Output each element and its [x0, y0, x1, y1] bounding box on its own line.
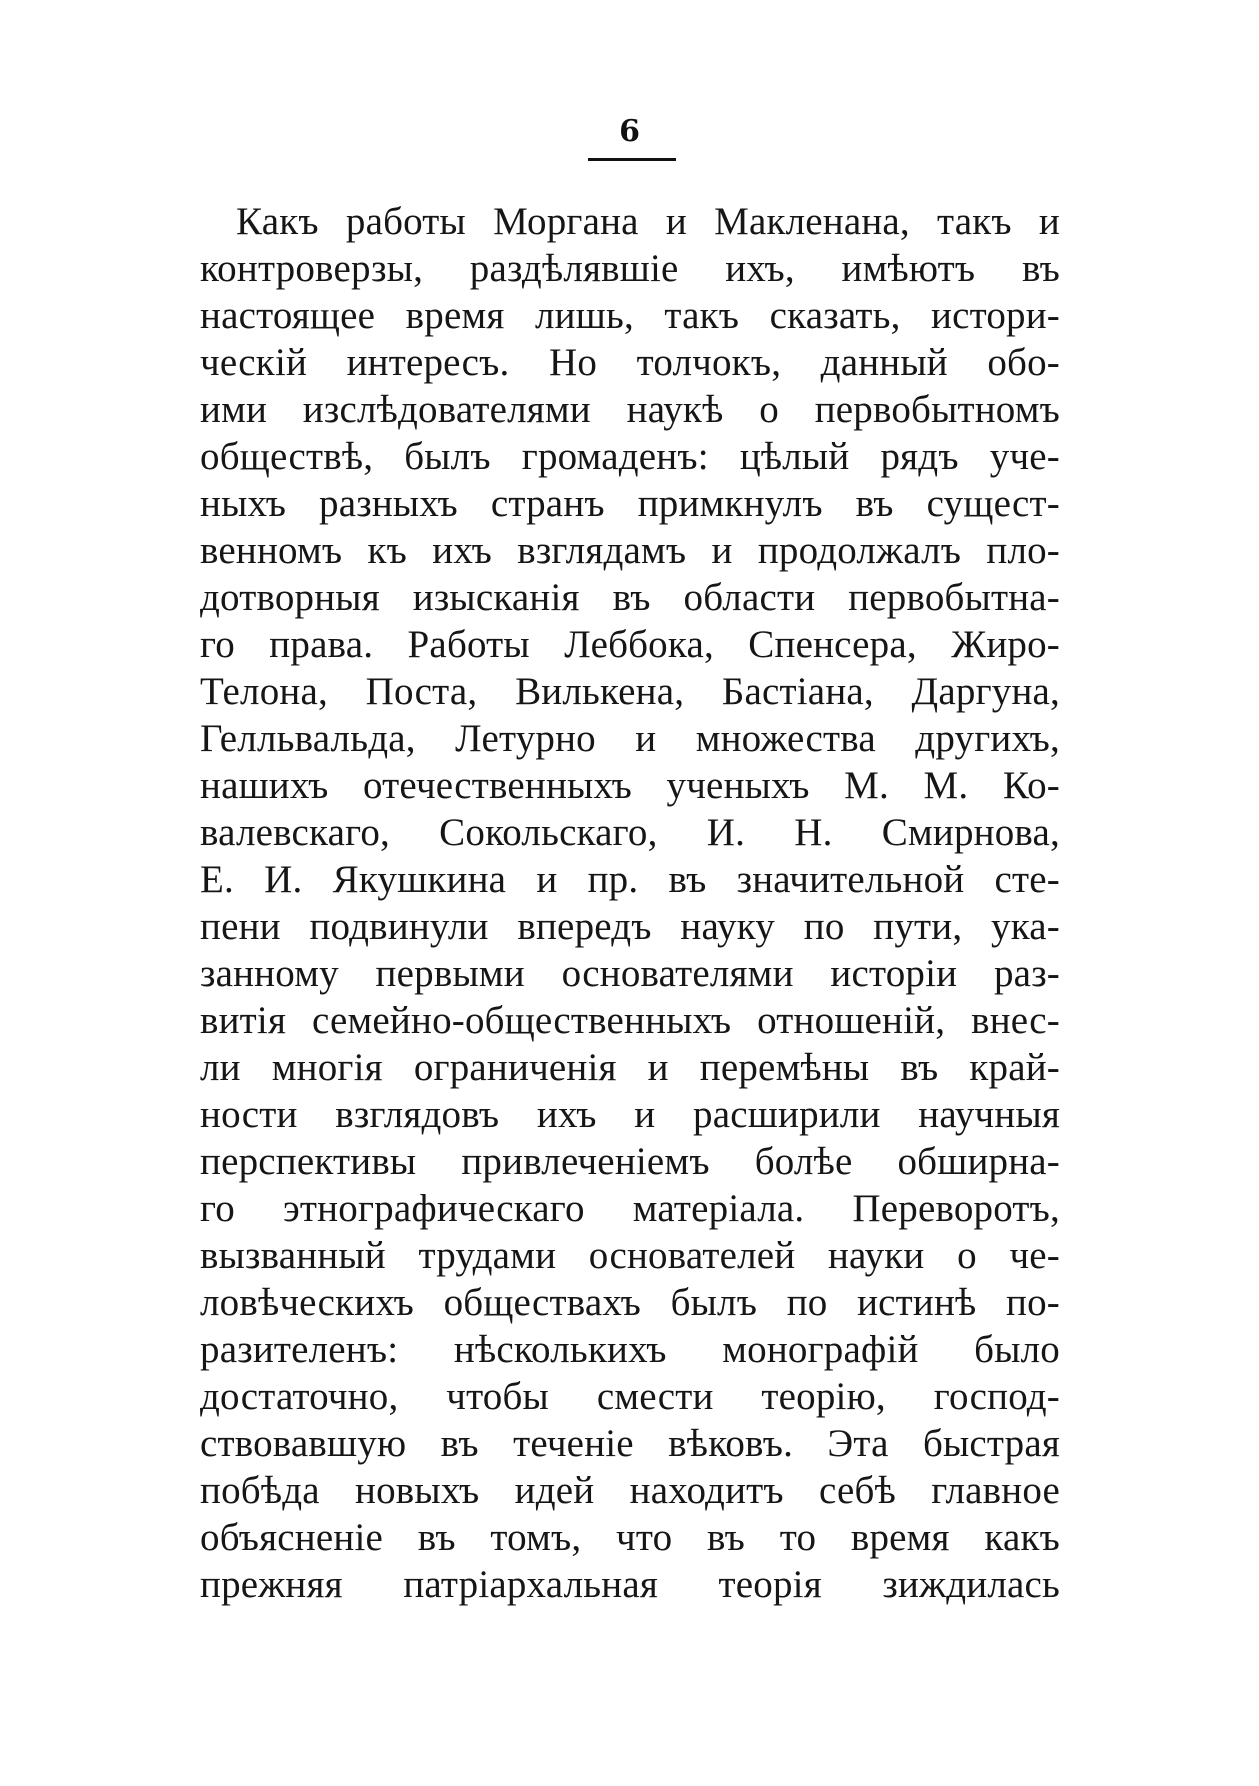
text-line: витія семейно-общественныхъ отношеній, внес- [200, 999, 1060, 1042]
text-line: ими изслѣдователями наукѣ о первобытномъ [200, 388, 1060, 431]
text-line: настоящее время лишь, такъ сказать, истори- [200, 294, 1060, 337]
text-line: ли многія ограниченія и перемѣны въ край- [200, 1046, 1060, 1089]
text-line: занному первыми основателями исторіи раз- [200, 952, 1060, 995]
text-line: контроверзы, раздѣлявшіе ихъ, имѣютъ въ [200, 247, 1060, 290]
text-line: ныхъ разныхъ странъ примкнулъ въ сущест- [200, 482, 1060, 525]
text-line: пени подвинули впередъ науку по пути, ука- [200, 905, 1060, 948]
text-line: Е. И. Якушкина и пр. въ значительной сте- [200, 858, 1060, 901]
text-line: ности взглядовъ ихъ и расширили научныя [200, 1093, 1060, 1136]
text-line: венномъ къ ихъ взглядамъ и продолжалъ пло- [200, 529, 1060, 572]
text-line: дотворныя изысканія въ области первобытна- [200, 576, 1060, 619]
text-line: ловѣческихъ обществахъ былъ по истинѣ по- [200, 1281, 1060, 1324]
text-line: Телона, Поста, Вилькена, Бастіана, Даргуна, [200, 670, 1060, 713]
text-line: го права. Работы Леббока, Спенсера, Жиро- [200, 623, 1060, 666]
body-text [200, 198, 1060, 1608]
page-number-rule [588, 158, 676, 161]
text-line: Какъ работы Моргана и Макленана, такъ и [236, 200, 1060, 243]
text-line: ствовавшую въ теченіе вѣковъ. Эта быстрая [200, 1422, 1060, 1465]
text-line: объясненіе въ томъ, что въ то время какъ [200, 1516, 1060, 1559]
text-line: разителенъ: нѣсколькихъ монографій было [200, 1328, 1060, 1371]
text-line: нашихъ отечественныхъ ученыхъ М. М. Ко- [200, 764, 1060, 807]
text-line: достаточно, чтобы смести теорію, господ- [200, 1375, 1060, 1418]
page-number: 6 [619, 114, 640, 149]
text-line: ческій интересъ. Но толчокъ, данный обо- [200, 341, 1060, 384]
text-line: перспективы привлеченіемъ болѣе обширна- [200, 1140, 1060, 1183]
text-line: побѣда новыхъ идей находитъ себѣ главное [200, 1469, 1060, 1512]
text-line: го этнографическаго матеріала. Переворотъ, [200, 1187, 1060, 1230]
text-line: валевскаго, Сокольскаго, И. Н. Смирнова, [200, 811, 1060, 854]
text-line: вызванный трудами основателей науки о че- [200, 1234, 1060, 1277]
text-line: обществѣ, былъ громаденъ: цѣлый рядъ уче- [200, 435, 1060, 478]
text-line: Гелльвальда, Летурно и множества другихъ, [200, 717, 1060, 760]
text-line: прежняя патріархальная теорія зиждилась [200, 1563, 1060, 1606]
